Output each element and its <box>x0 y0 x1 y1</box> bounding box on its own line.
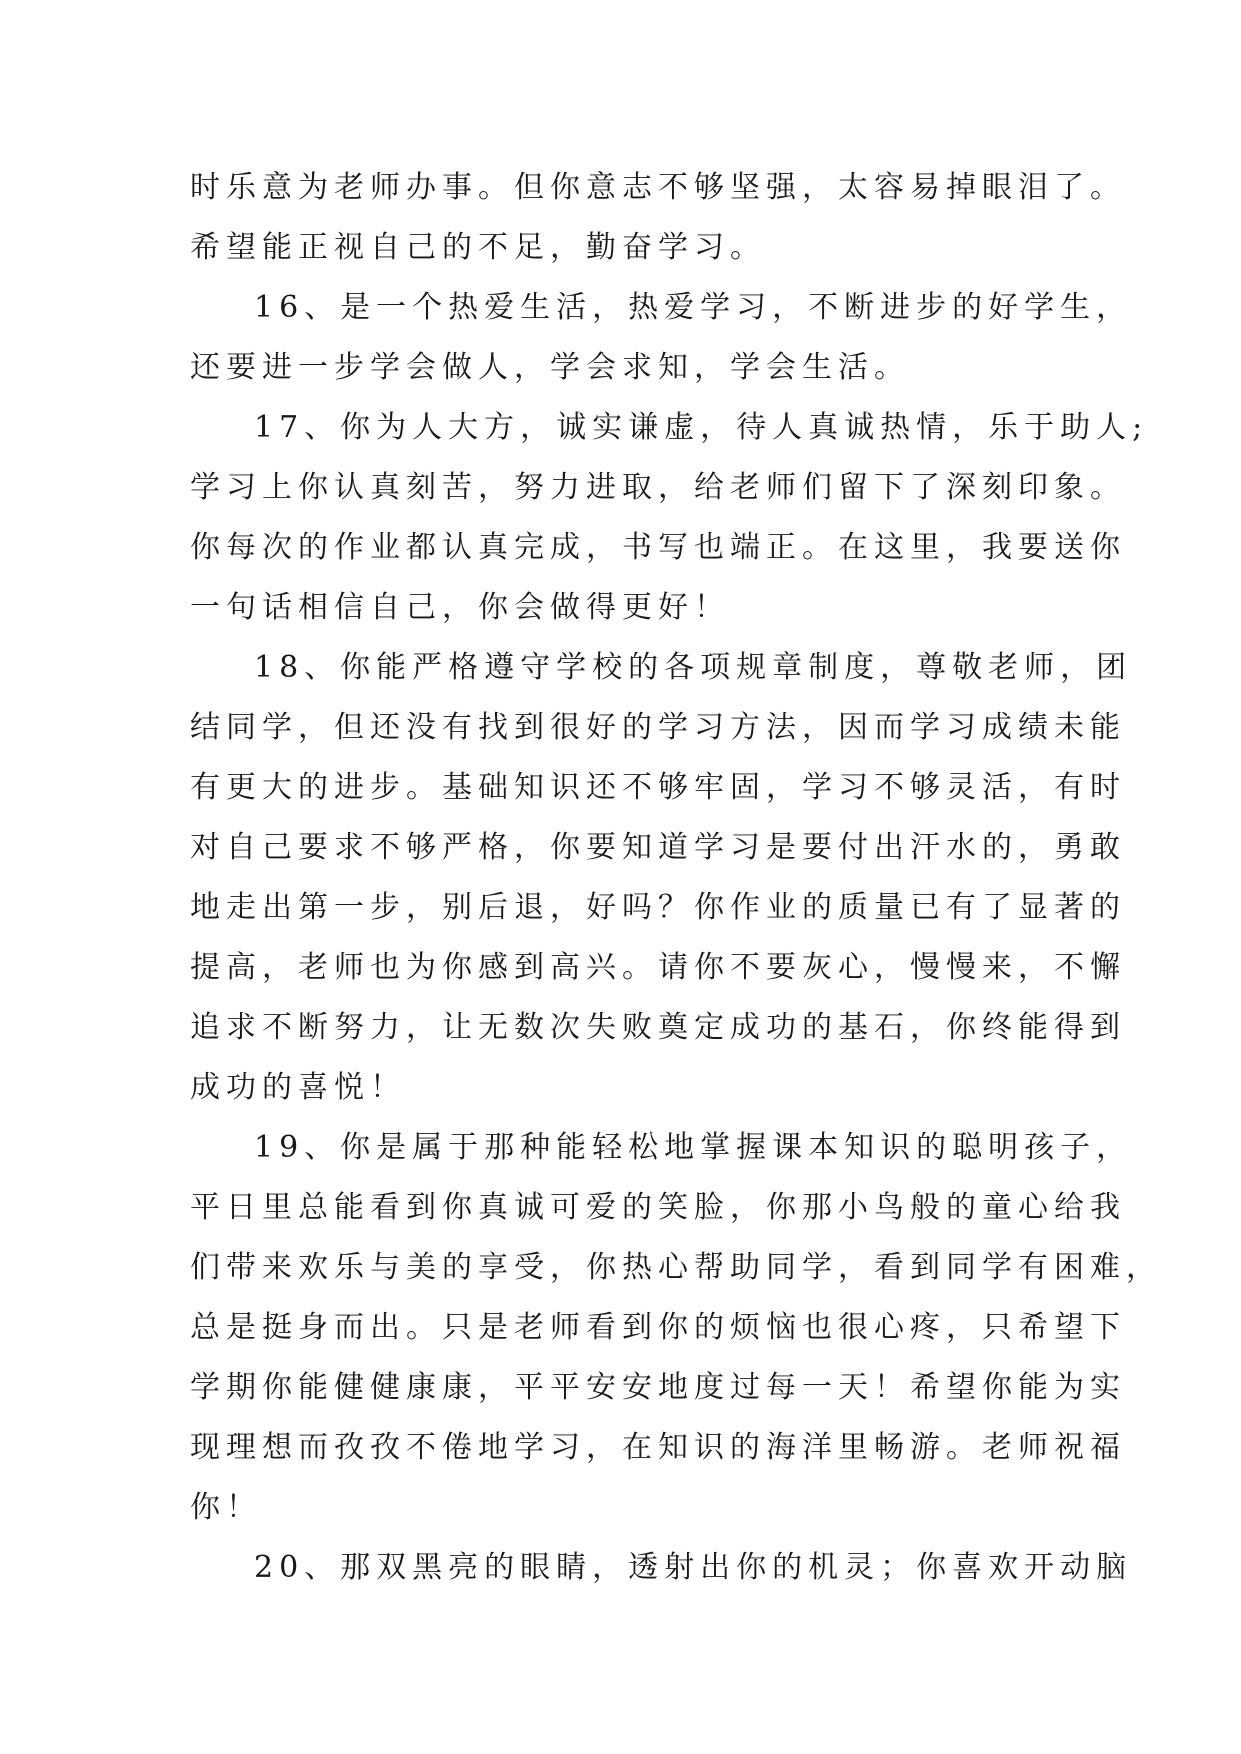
paragraph-16-first-line: 16、是一个热爱生活，热爱学习，不断进步的好学生， <box>254 290 1133 325</box>
text-line: 学期你能健健康康，平平安安地度过每一天！希望你能为实 <box>190 1370 1126 1405</box>
text-line: 学习上你认真刻苦，努力进取，给老师们留下了深刻印象。 <box>190 470 1126 505</box>
paragraph-17-first-line: 17、你为人大方，诚实谦虚，待人真诚热情，乐于助人; <box>254 410 1149 445</box>
text-line: 提高，老师也为你感到高兴。请你不要灰心，慢慢来，不懈 <box>190 950 1126 985</box>
document-body <box>190 158 1162 1598</box>
text-line: 你！ <box>190 1490 262 1525</box>
text-line: 还要进一步学会做人，学会求知，学会生活。 <box>190 350 910 385</box>
text-line: 现理想而孜孜不倦地学习，在知识的海洋里畅游。老师祝福 <box>190 1430 1126 1465</box>
text-line: 地走出第一步，别后退，好吗？你作业的质量已有了显著的 <box>190 890 1126 925</box>
text-line: 时乐意为老师办事。但你意志不够坚强，太容易掉眼泪了。 <box>190 170 1126 205</box>
text-line: 总是挺身而出。只是老师看到你的烦恼也很心疼，只希望下 <box>190 1310 1126 1345</box>
text-line: 们带来欢乐与美的享受，你热心帮助同学，看到同学有困难， <box>190 1250 1162 1285</box>
text-line: 你每次的作业都认真完成，书写也端正。在这里，我要送你 <box>190 530 1126 565</box>
text-line: 对自己要求不够严格，你要知道学习是要付出汗水的，勇敢 <box>190 830 1126 865</box>
text-line: 希望能正视自己的不足，勤奋学习。 <box>190 230 766 265</box>
text-line: 结同学，但还没有找到很好的学习方法，因而学习成绩未能 <box>190 710 1126 745</box>
text-line: 追求不断努力，让无数次失败奠定成功的基石，你终能得到 <box>190 1010 1126 1045</box>
text-line: 成功的喜悦！ <box>190 1070 406 1105</box>
text-line: 有更大的进步。基础知识还不够牢固，学习不够灵活，有时 <box>190 770 1126 805</box>
paragraph-18-first-line: 18、你能严格遵守学校的各项规章制度，尊敬老师，团 <box>254 650 1133 685</box>
text-line: 平日里总能看到你真诚可爱的笑脸，你那小鸟般的童心给我 <box>190 1190 1126 1225</box>
paragraph-20-first-line: 20、那双黑亮的眼睛，透射出你的机灵；你喜欢开动脑 <box>254 1550 1133 1585</box>
text-line: 一句话相信自己，你会做得更好！ <box>190 590 730 625</box>
paragraph-19-first-line: 19、你是属于那种能轻松地掌握课本知识的聪明孩子， <box>254 1130 1133 1165</box>
